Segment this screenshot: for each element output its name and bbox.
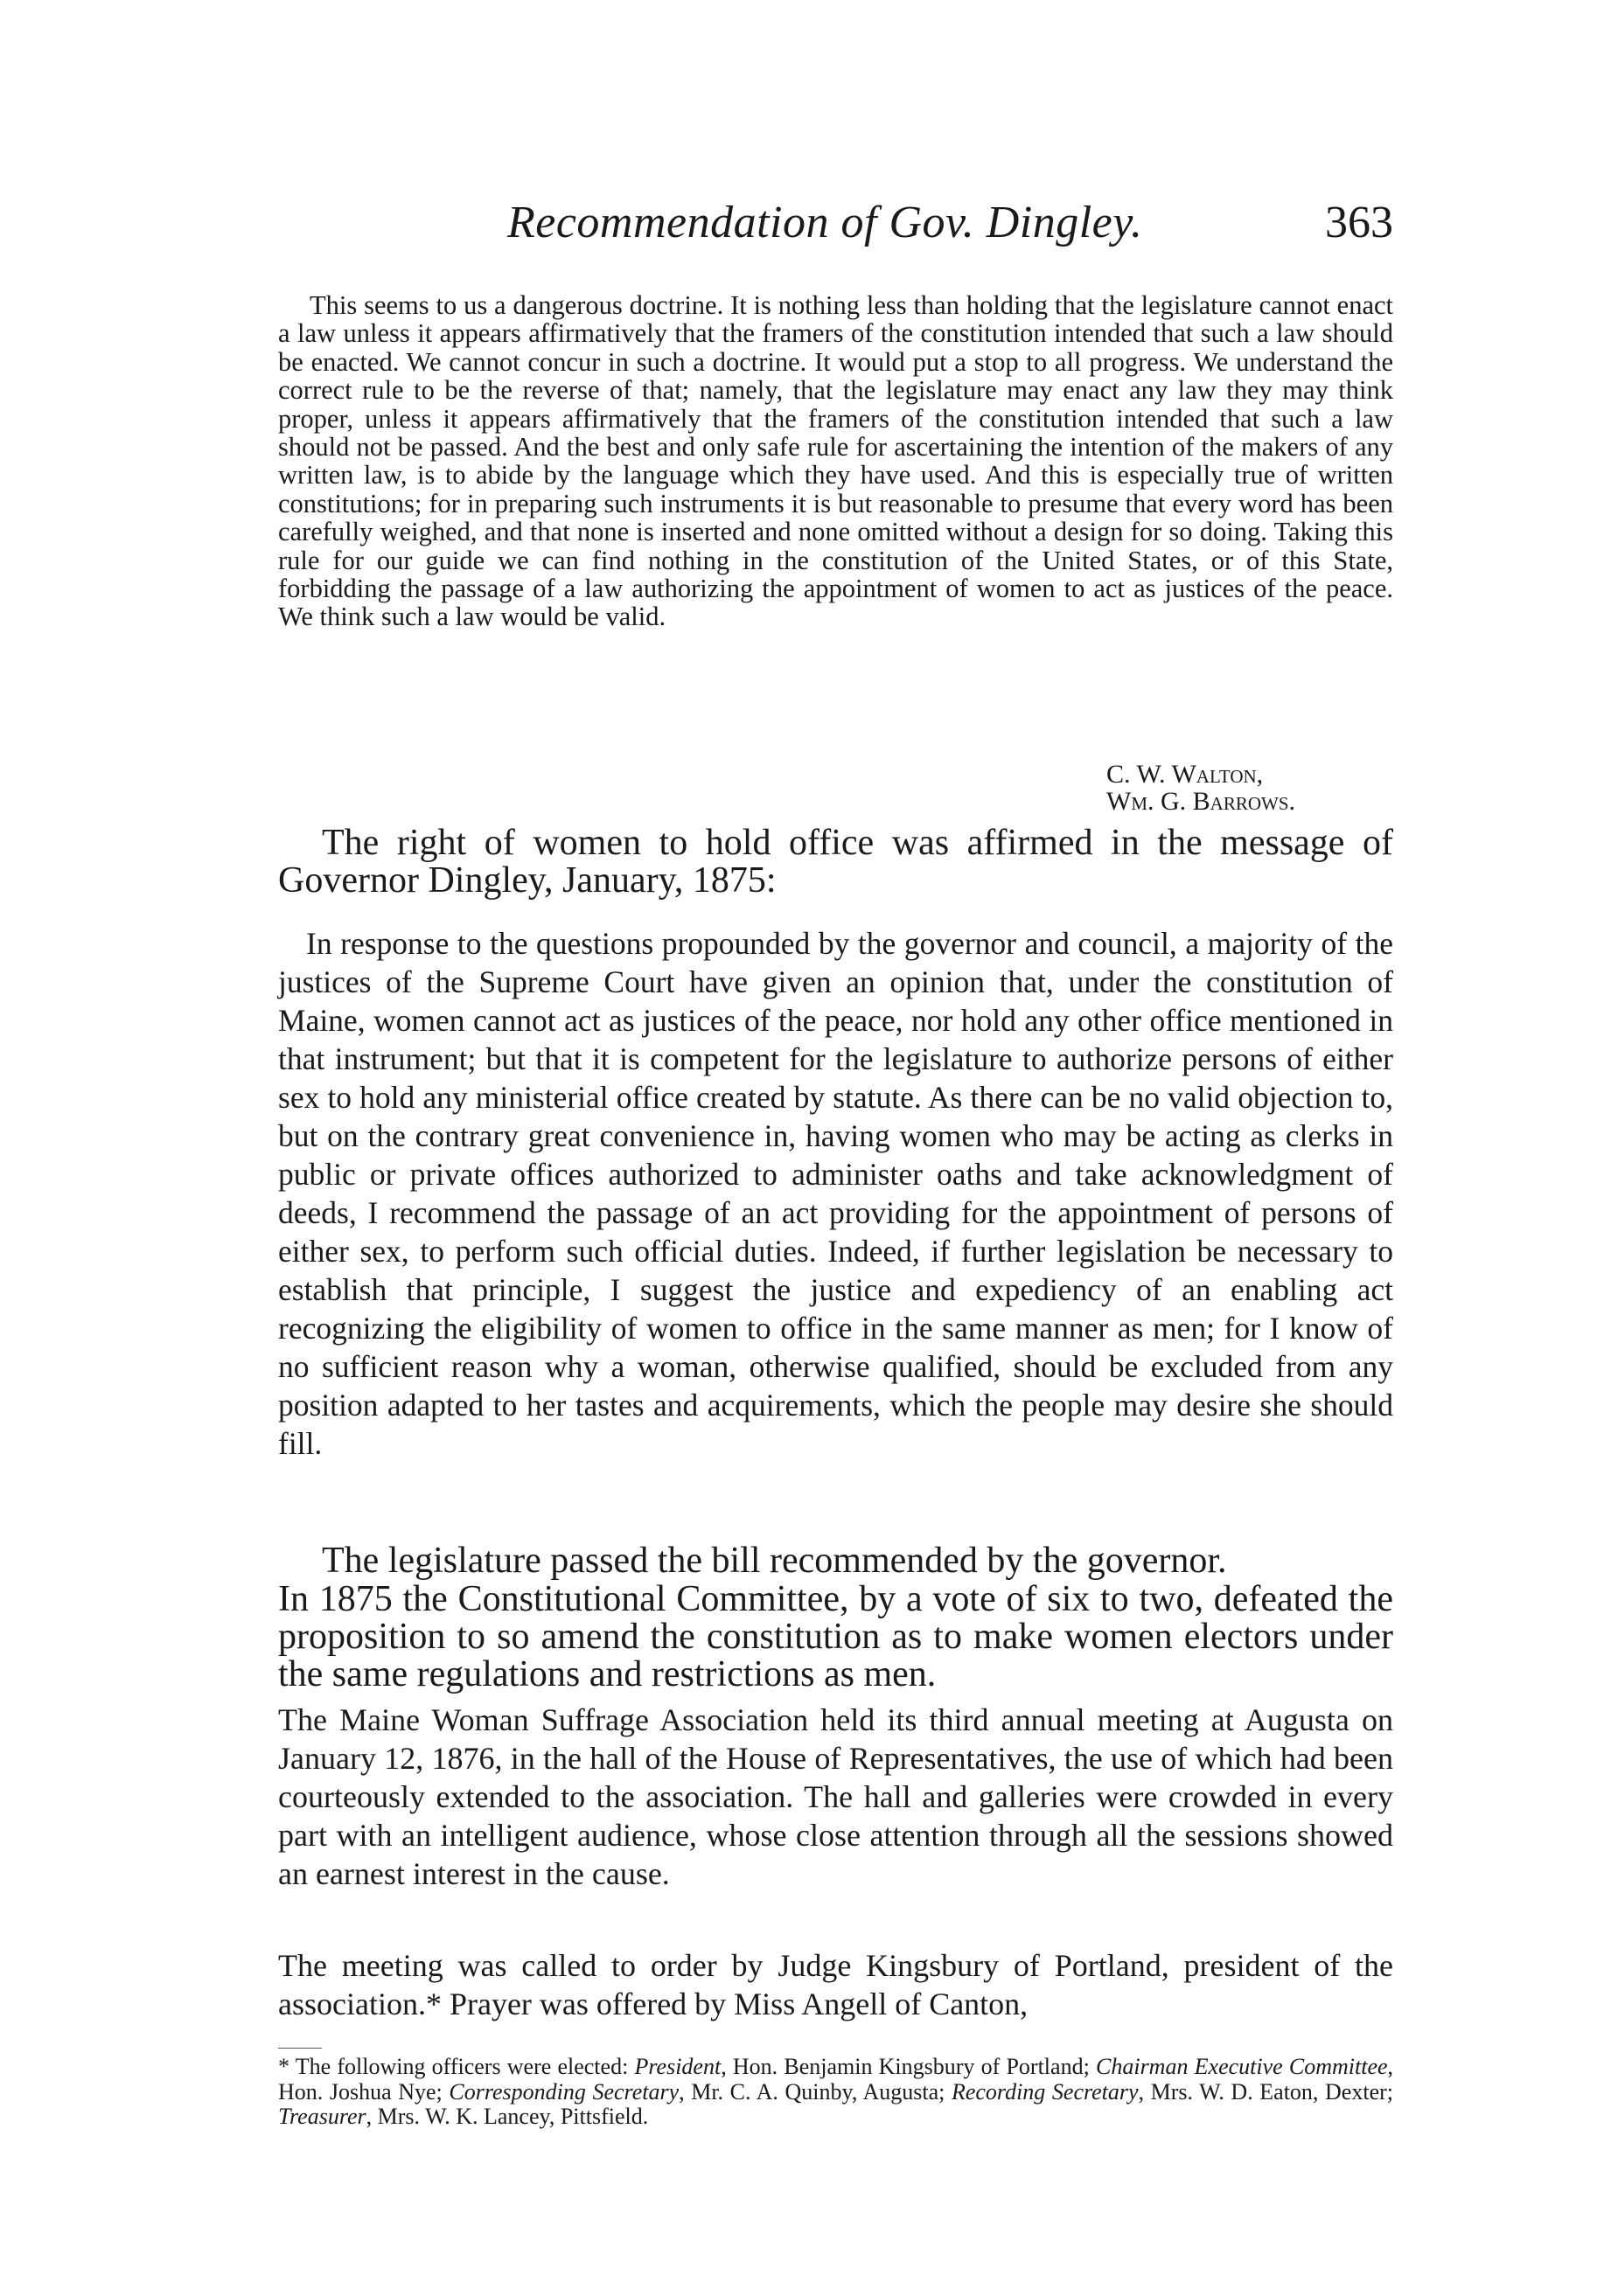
signature-walton: C. W. Walton,	[1106, 760, 1264, 789]
intro-paragraph: The right of women to hold office was affirmed in the message of Governor Dingley, January, 1875:	[278, 823, 1393, 901]
footnote-officer-title: Chairman Executive Committee	[1096, 2054, 1388, 2079]
running-title: Recommendation of Gov. Dingley.	[507, 198, 1143, 247]
footnote-rule	[278, 2048, 322, 2049]
footnote-officer-title: Recording Secretary	[951, 2078, 1139, 2105]
footnote-officer-name: Hon. Joshua Nye;	[278, 2078, 443, 2105]
court-opinion-excerpt: This seems to us a dangerous doctrine. It is nothing less than holding that the legislature cannot enact a law unless it appears affirmatively that the framers of the constitution intended that such a law should be enacted. We cannot concur in such a doctrine. It would put a stop to all progress. We understand the correct rule to be the reverse of that; namely, that the legislature may enact any law they may think proper, unless it appears affirmatively that the framers of the constitution intended that such a law should not be passed. And the best and only safe rule for ascertaining the intention of the makers of any written law, is to abide by the language which they have used. And this is especially true of written constitutions; for in preparing such instruments it is but reasonable to presume that every word has been carefully weighed, and that none is inserted and none omitted without a design for so doing. Taking this rule for our guide we can find nothing in the constitution of the United States, or of this State, forbidding the passage of a law authorizing the appointment of women to act as justices of the peace. We think such a law would be valid.	[278, 290, 1393, 632]
footnote-officer-name: Mr. C. A. Quinby, Augusta;	[691, 2078, 945, 2105]
footnote: * The following officers were elected: President, Hon. Benjamin Kingsbury of Portland; Chairman Executive Committee, Hon. Joshua Nye; Corresponding Secretary, Mr. C. A. Quinby, Augusta; Recording Secretary, Mrs. W. D. Eaton, Dexter; Treasurer, Mrs. W. K. Lancey, Pittsfield.	[278, 2054, 1394, 2129]
bill-passed-paragraph: The legislature passed the bill recommended by the governor.	[322, 1541, 1227, 1581]
committee-paragraph: In 1875 the Constitutional Committee, by a vote of six to two, defeated the proposition to so amend the constitution as to make women electors under the same regulations and restrictions as men.	[278, 1579, 1393, 1694]
footnote-officer-title: Treasurer	[278, 2104, 366, 2129]
page-number: 363	[1325, 198, 1393, 247]
meeting-called-paragraph: The meeting was called to order by Judge Kingsbury of Portland, president of the association.* Prayer was offered by Miss Angell of Canton,	[278, 1948, 1393, 2021]
running-head	[278, 192, 1393, 254]
footnote-officer-name: Mrs. W. K. Lancey, Pittsfield.	[377, 2104, 649, 2129]
annual-meeting-paragraph: The Maine Woman Suffrage Association held its third annual meeting at Augusta on January 12, 1876, in the hall of the House of Representatives, the use of which had been courteously extended to the association. The hall and galleries were crowded in every part with an intelligent audience, whose close attention through all the sessions showed an earnest interest in the cause.	[278, 1702, 1393, 1891]
opinion-signatures	[1106, 761, 1395, 815]
footnote-officer-name: Mrs. W. D. Eaton, Dexter;	[1150, 2078, 1393, 2105]
footnote-officer-title: President	[634, 2054, 722, 2079]
footnote-officer-name: Hon. Benjamin Kingsbury of Portland;	[732, 2054, 1090, 2079]
footnote-officer-title: Corresponding Secretary	[449, 2078, 680, 2105]
signature-barrows: Wm. G. Barrows.	[1106, 787, 1296, 816]
footnote-lead: * The following officers were elected:	[278, 2054, 629, 2079]
governor-message-excerpt: In response to the questions propounded by the governor and council, a majority of the justices of the Supreme Court have given an opinion that, under the constitution of Maine, women cannot act as justices of the peace, nor hold any other office mentioned in that instrument; but that it is competent for the legislature to authorize persons of either sex to hold any ministerial office created by statute. As there can be no valid objection to, but on the contrary great convenience in, having women who may be acting as clerks in public or private offices authorized to administer oaths and take acknowledgment of deeds, I recommend the passage of an act providing for the appointment of persons of either sex, to perform such official duties. Indeed, if further legislation be necessary to establish that principle, I suggest the justice and expediency of an enabling act recognizing the eligibility of women to office in the same manner as men; for I know of no sufficient reason why a woman, otherwise qualified, should be excluded from any position adapted to her tastes and acquirements, which the people may desire she should fill.	[278, 926, 1393, 1461]
